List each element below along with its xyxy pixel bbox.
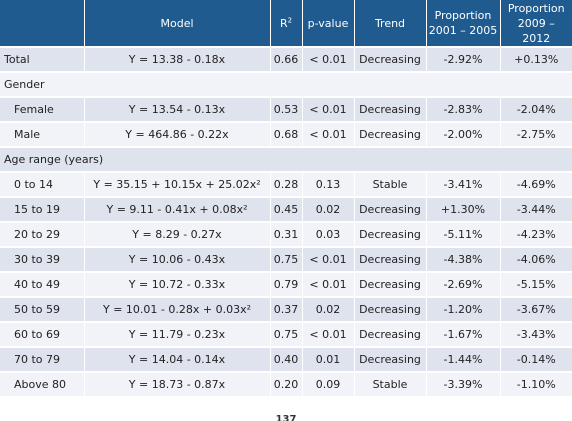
row-label: Total [0,47,84,72]
proportion-2009-2012-cell: -3.43% [500,322,572,347]
pvalue-cell: < 0.01 [302,47,354,72]
proportion-2009-2012-cell: -5.15% [500,272,572,297]
section-row [0,72,572,97]
proportion-2009-2012-cell: -4.23% [500,222,572,247]
trend-cell: Stable [354,172,426,197]
proportion-2009-2012-cell: -1.10% [500,372,572,397]
header-pvalue: p-value [302,0,354,47]
header-empty [0,0,84,47]
table-row [0,347,572,372]
r2-cell: 0.37 [270,297,302,322]
r2-cell: 0.66 [270,47,302,72]
proportion-2001-2005-cell: -4.38% [426,247,500,272]
proportion-2001-2005-cell: -1.67% [426,322,500,347]
trend-cell: Decreasing [354,272,426,297]
table-row [0,97,572,122]
row-label: Male [0,122,84,147]
proportion-2009-2012-cell: +0.13% [500,47,572,72]
proportion-2001-2005-cell: -2.92% [426,47,500,72]
header-model: Model [84,0,270,47]
pvalue-cell: 0.13 [302,172,354,197]
proportion-2001-2005-cell: -2.00% [426,122,500,147]
proportion-2009-2012-cell: -2.75% [500,122,572,147]
table-row [0,197,572,222]
proportion-2001-2005-cell: +1.30% [426,197,500,222]
row-label: 0 to 14 [0,172,84,197]
model-cell: Y = 14.04 - 0.14x [84,347,270,372]
proportion-2001-2005-cell: -5.11% [426,222,500,247]
header-prop1-line2: 2001 – 2005 [428,24,498,37]
proportion-2009-2012-cell: -3.44% [500,197,572,222]
proportion-2001-2005-cell: -3.41% [426,172,500,197]
row-label: 20 to 29 [0,222,84,247]
pvalue-cell: 0.01 [302,347,354,372]
header-proportion-2001-2005 [426,0,500,47]
proportion-2009-2012-cell: -4.69% [500,172,572,197]
row-label: Female [0,97,84,122]
proportion-2009-2012-cell: -4.06% [500,247,572,272]
pvalue-cell: 0.03 [302,222,354,247]
model-cell: Y = 13.54 - 0.13x [84,97,270,122]
r2-cell: 0.45 [270,197,302,222]
pvalue-cell: < 0.01 [302,272,354,297]
header-r2-sup: 2 [287,15,293,24]
trend-cell: Decreasing [354,247,426,272]
trend-cell: Decreasing [354,297,426,322]
header-prop2-line2: 2009 – 2012 [517,16,555,45]
trend-cell: Decreasing [354,347,426,372]
table-row [0,272,572,297]
table-row [0,247,572,272]
header-prop1-line1: Proportion [434,9,492,22]
r2-cell: 0.79 [270,272,302,297]
trend-cell: Decreasing [354,122,426,147]
proportion-2001-2005-cell: -2.83% [426,97,500,122]
model-cell: Y = 464.86 - 0.22x [84,122,270,147]
model-cell: Y = 35.15 + 10.15x + 25.02x² [84,172,270,197]
table-row [0,47,572,72]
header-row [0,0,572,47]
trend-cell: Decreasing [354,222,426,247]
proportion-2009-2012-cell: -0.14% [500,347,572,372]
trend-cell: Decreasing [354,47,426,72]
model-cell: Y = 8.29 - 0.27x [84,222,270,247]
pvalue-cell: < 0.01 [302,122,354,147]
r2-cell: 0.75 [270,322,302,347]
proportion-2001-2005-cell: -1.44% [426,347,500,372]
model-cell: Y = 13.38 - 0.18x [84,47,270,72]
pvalue-cell: 0.02 [302,197,354,222]
header-proportion-2009-2012 [500,0,572,47]
r2-cell: 0.68 [270,122,302,147]
table-row [0,222,572,247]
row-label: 60 to 69 [0,322,84,347]
header-r2-base: R [279,16,288,30]
r2-cell: 0.40 [270,347,302,372]
trend-cell: Decreasing [354,97,426,122]
model-cell: Y = 11.79 - 0.23x [84,322,270,347]
pvalue-cell: 0.02 [302,297,354,322]
r2-cell: 0.20 [270,372,302,397]
proportion-2001-2005-cell: -3.39% [426,372,500,397]
row-label: Above 80 [0,372,84,397]
row-label: 15 to 19 [0,197,84,222]
table-row [0,172,572,197]
pvalue-cell: < 0.01 [302,247,354,272]
r2-cell: 0.28 [270,172,302,197]
row-label: 30 to 39 [0,247,84,272]
r2-cell: 0.53 [270,97,302,122]
model-cell: Y = 10.01 - 0.28x + 0.03x² [84,297,270,322]
model-cell: Y = 10.06 - 0.43x [84,247,270,272]
section-label: Age range (years) [0,147,572,172]
proportion-2001-2005-cell: -2.69% [426,272,500,297]
table-row [0,122,572,147]
row-label: 40 to 49 [0,272,84,297]
r2-cell: 0.75 [270,247,302,272]
table-row [0,322,572,347]
model-cell: Y = 18.73 - 0.87x [84,372,270,397]
pvalue-cell: < 0.01 [302,322,354,347]
model-cell: Y = 10.72 - 0.33x [84,272,270,297]
trend-cell: Decreasing [354,197,426,222]
table-body [0,47,572,397]
header-r2 [270,0,302,47]
pvalue-cell: < 0.01 [302,97,354,122]
section-label: Gender [0,72,572,97]
header-prop2-line1: Proportion [507,1,565,15]
section-row [0,147,572,172]
pvalue-cell: 0.09 [302,372,354,397]
proportion-2009-2012-cell: -2.04% [500,97,572,122]
table-row [0,372,572,397]
table-row [0,297,572,322]
row-label: 50 to 59 [0,297,84,322]
header-trend: Trend [354,0,426,47]
model-cell: Y = 9.11 - 0.41x + 0.08x² [84,197,270,222]
page-number: 137 [275,414,297,421]
r2-cell: 0.31 [270,222,302,247]
row-label: 70 to 79 [0,347,84,372]
proportion-2001-2005-cell: -1.20% [426,297,500,322]
proportion-2009-2012-cell: -3.67% [500,297,572,322]
trend-cell: Decreasing [354,322,426,347]
trend-cell: Stable [354,372,426,397]
